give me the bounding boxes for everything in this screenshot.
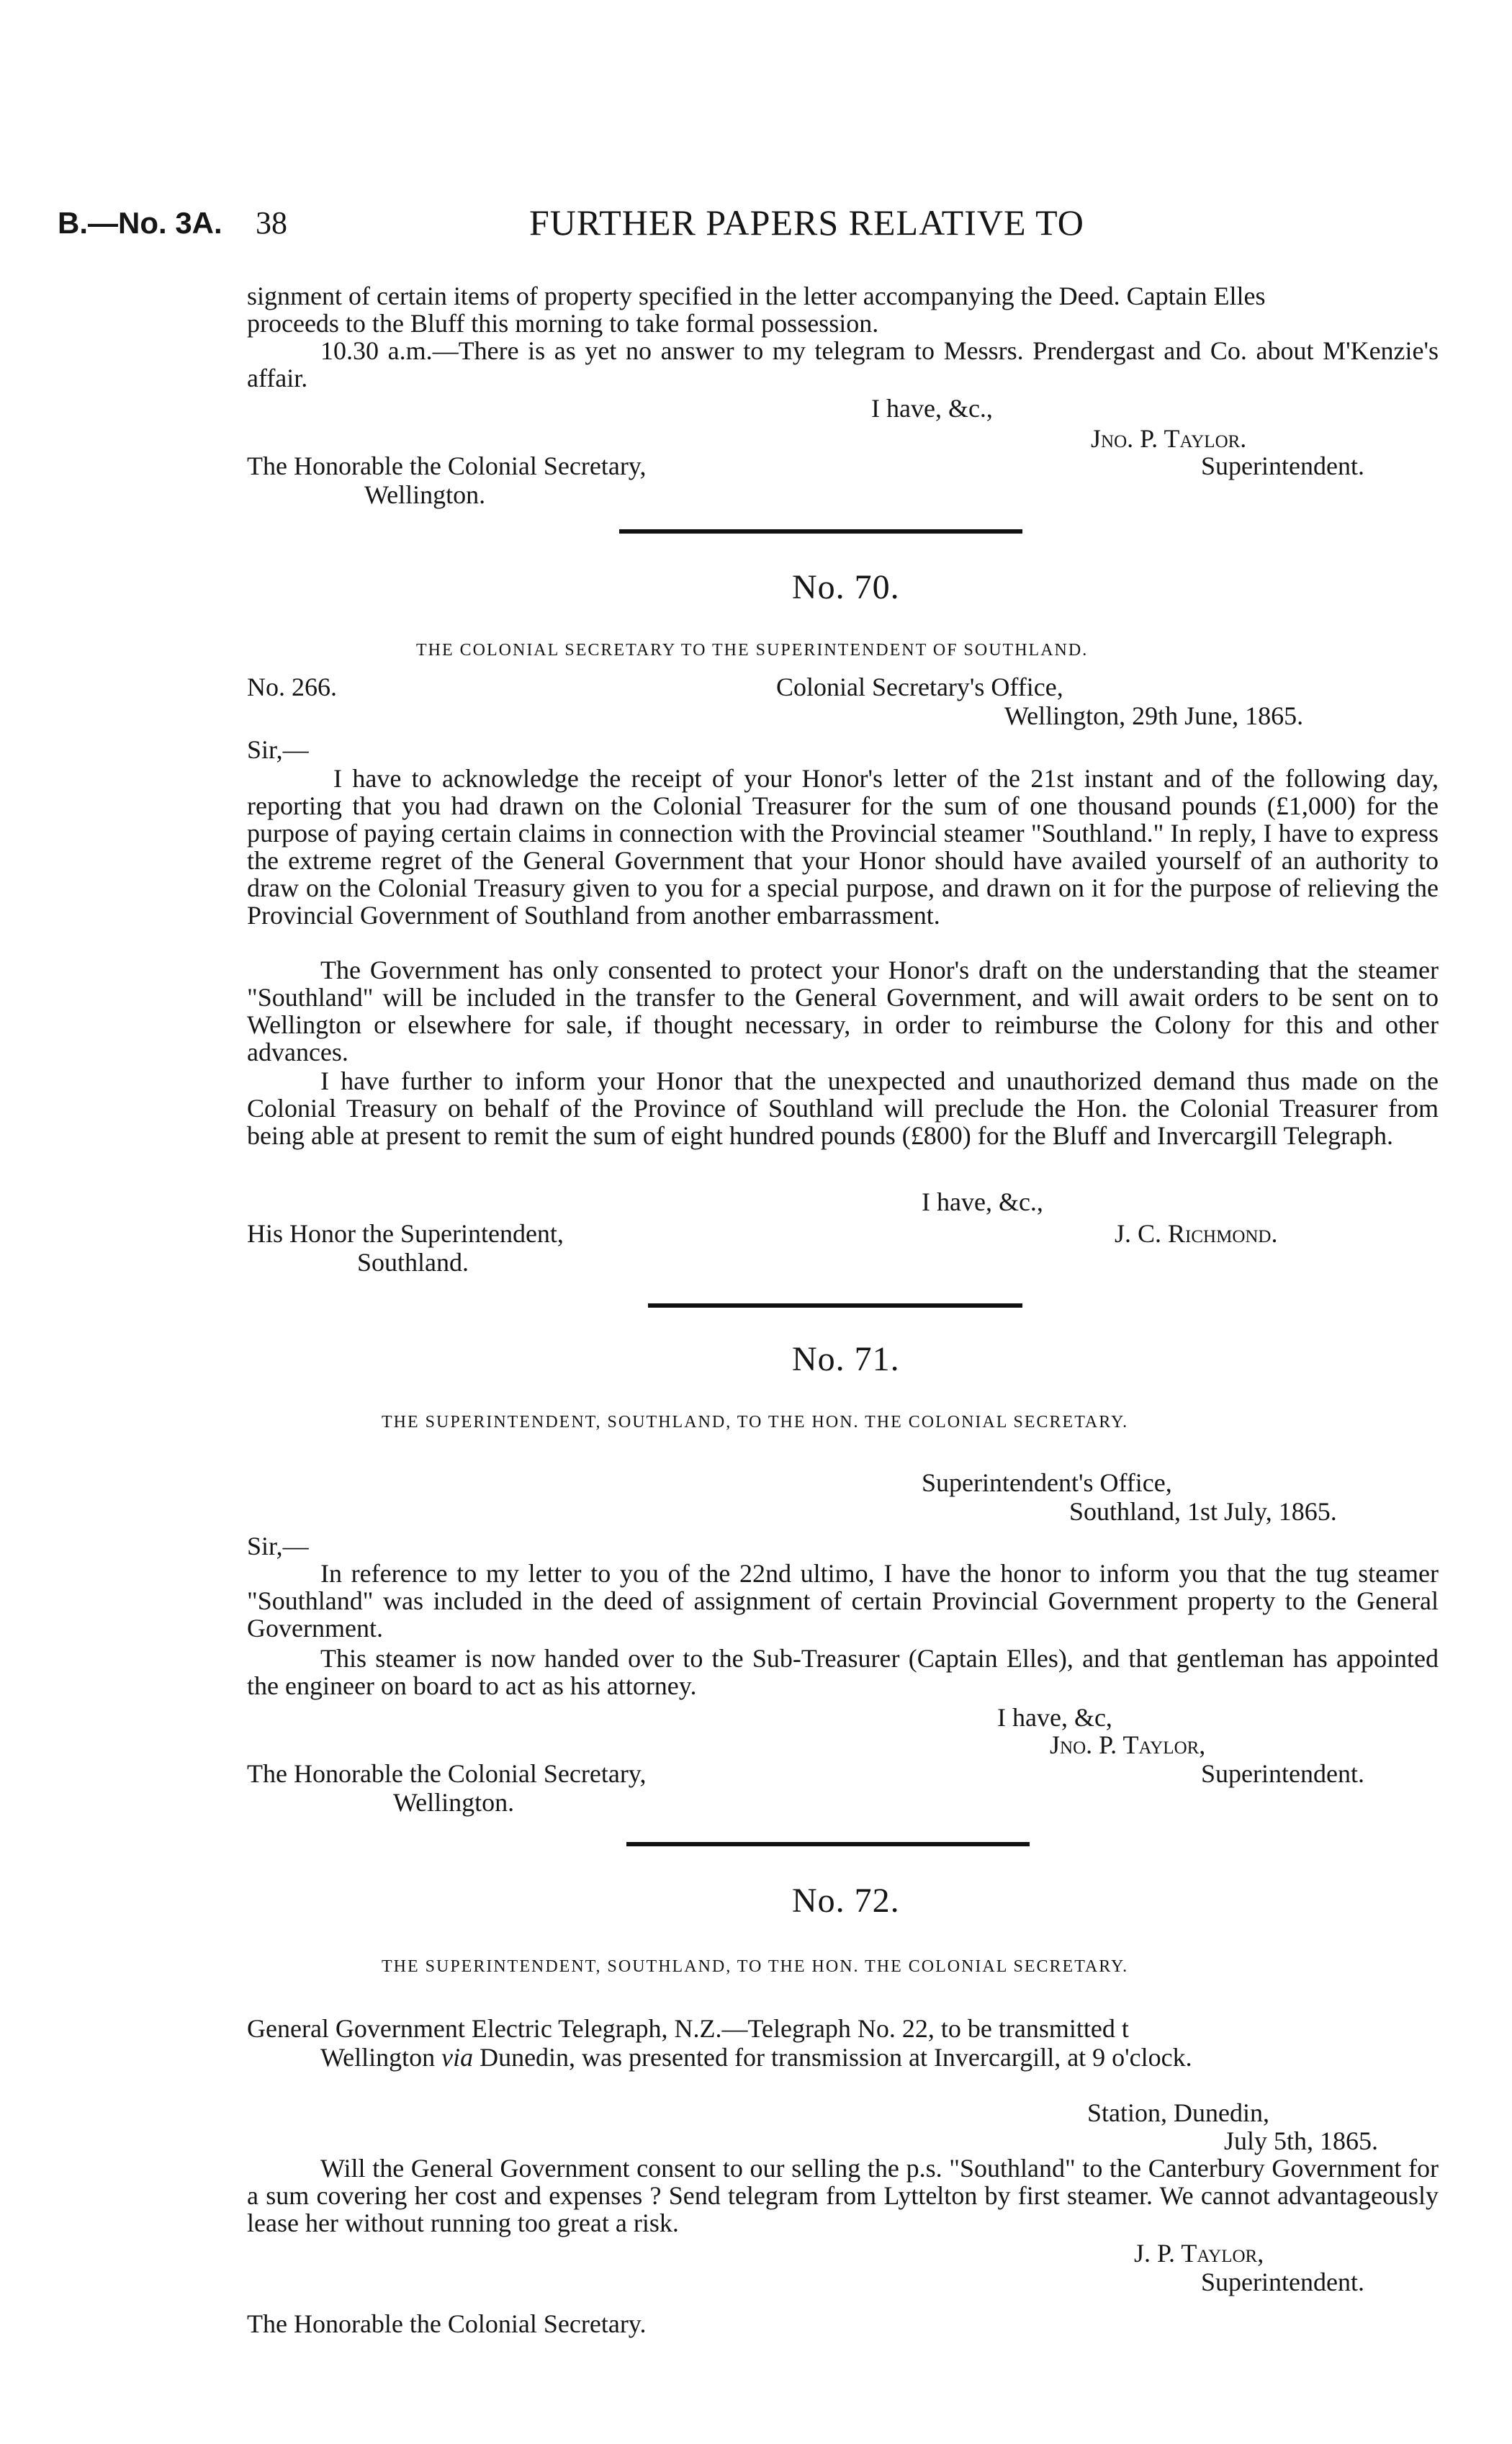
letter-paragraph: In reference to my letter to you of the 22nd ultimo, I have the honor to inform you that the tug steamer "Southland" was included in the deed of assignment of certain Provincial Government property to the General Government. [247, 1559, 1439, 1643]
letter-paragraph: This steamer is now handed over to the Sub-Treasurer (Captain Elles), and that gentleman has appointed the engineer on board to act as his attorney. [247, 1644, 1439, 1700]
signature: Jno. P. Taylor, [1050, 1730, 1206, 1759]
addressee: The Honorable the Colonial Secretary, [247, 451, 647, 480]
telegraph-date: July 5th, 1865. [1224, 2126, 1379, 2155]
telegraph-line [320, 2044, 1192, 2071]
document-number: No. 72. [792, 1882, 900, 1920]
telegraph-paragraph: Will the General Government consent to our selling the p.s. "Southland" to the Canterbury Government for a sum covering her cost and expenses ? Send telegram from Lyttelton by first steamer. We cannot advantageously lease her without running too great a risk. [247, 2154, 1439, 2237]
section-divider [619, 529, 1022, 534]
section-divider [648, 1303, 1022, 1308]
letter-paragraph: I have to acknowledge the receipt of your Honor's letter of the 21st instant and of the following day, reporting that you had drawn on the Colonial Treasurer for the sum of one thousand pounds (£1,000) for the purpose of paying certain claims in connection with the Provincial steamer "Southland." In reply, I have to express the extreme regret of the General Government that your Honor should have availed yourself of an authority to draw on the Colonial Treasury given to you for a special purpose, and drawn on it for the purpose of relieving the Provincial Government of Southland from another embarrassment. [247, 764, 1439, 930]
place-date: Wellington, 29th June, 1865. [1004, 701, 1304, 730]
addressee: The Honorable the Colonial Secretary. [247, 2309, 647, 2338]
signature-title: Superintendent. [1201, 1759, 1364, 1788]
place-date: Southland, 1st July, 1865. [1069, 1497, 1337, 1526]
document-heading: THE COLONIAL SECRETARY TO THE SUPERINTENDENT OF SOUTHLAND. [416, 641, 1089, 660]
continuation-paragraph: 10.30 a.m.—There is as yet no answer to my telegram to Messrs. Prendergast and Co. about M'Kenzie's affair. [247, 336, 1439, 392]
station: Station, Dunedin, [1087, 2098, 1269, 2127]
running-title: FURTHER PAPERS RELATIVE TO [529, 202, 1084, 243]
letter-reference: No. 266. [247, 673, 337, 701]
section-divider [626, 1842, 1030, 1846]
telegraph-line: General Government Electric Telegraph, N.Z.—Telegraph No. 22, to be transmitted t [247, 2014, 1129, 2043]
telegraph-text: Dunedin, was presented for transmission at Invercargill, at 9 o'clock. [473, 2043, 1192, 2072]
addressee-place: Southland. [357, 1248, 469, 1277]
document-number: No. 70. [792, 568, 900, 606]
salutation: Sir,— [247, 735, 309, 764]
continuation-line: signment of certain items of property specified in the letter accompanying the Deed. Captain Elles [247, 282, 1266, 310]
letter-paragraph: The Government has only consented to protect your Honor's draft on the understanding that the steamer "Southland" will be included in the transfer to the General Government, and will await orders to be sent on to Wellington or elsewhere for sale, if thought necessary, in order to reimburse the Colony for this and other advances. [247, 956, 1439, 1066]
signature-title: Superintendent. [1201, 2268, 1364, 2296]
addressee-place: Wellington. [393, 1788, 515, 1817]
salutation: Sir,— [247, 1532, 309, 1560]
document-heading: THE SUPERINTENDENT, SOUTHLAND, TO THE HON. THE COLONIAL SECRETARY. [382, 1957, 1129, 1976]
page-number: 38 [256, 205, 287, 241]
office-address: Colonial Secretary's Office, [776, 673, 1063, 701]
signature: Jno. P. Taylor. [1091, 424, 1247, 453]
addressee-place: Wellington. [364, 480, 486, 509]
document-heading: THE SUPERINTENDENT, SOUTHLAND, TO THE HON. THE COLONIAL SECRETARY. [382, 1413, 1129, 1432]
signature: J. P. Taylor, [1134, 2239, 1264, 2268]
closing: I have, &c, [997, 1703, 1112, 1732]
addressee: The Honorable the Colonial Secretary, [247, 1759, 647, 1788]
addressee: His Honor the Superintendent, [247, 1219, 564, 1248]
document-number: No. 71. [792, 1340, 900, 1378]
letter-paragraph: I have further to inform your Honor that the unexpected and unauthorized demand thus made on the Colonial Treasury on behalf of the Province of Southland will preclude the Hon. the Colonial Treasurer from being able at present to remit the sum of eight hundred pounds (£800) for the Bluff and Invercargill Telegraph. [247, 1066, 1439, 1150]
continuation-line: proceeds to the Bluff this morning to take formal possession. [247, 309, 879, 338]
document-reference: B.—No. 3A. [58, 206, 222, 240]
telegraph-text: Wellington [320, 2043, 442, 2072]
signature: J. C. Richmond. [1115, 1219, 1278, 1248]
telegraph-via: via [441, 2043, 474, 2072]
signature-title: Superintendent. [1201, 451, 1364, 480]
office-address: Superintendent's Office, [922, 1468, 1172, 1497]
closing: I have, &c., [871, 394, 993, 423]
closing: I have, &c., [922, 1187, 1043, 1216]
